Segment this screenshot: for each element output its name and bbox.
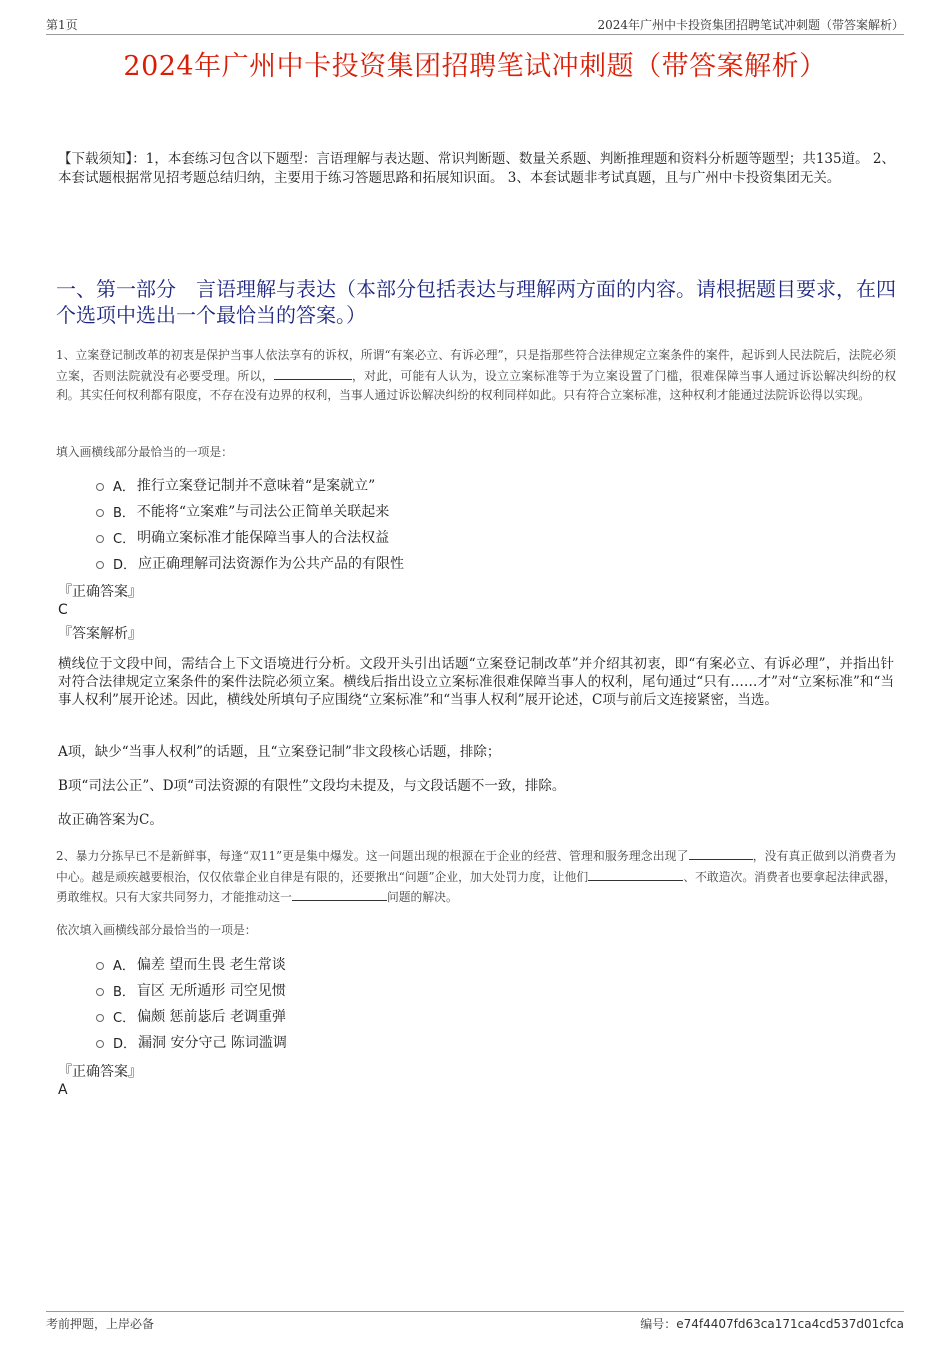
answer-value: A <box>58 1082 68 1098</box>
option-c[interactable]: C． 偏颇 惩前毖后 老调重弹 <box>96 1003 287 1029</box>
option-d[interactable]: D． 应正确理解司法资源作为公共产品的有限性 <box>96 550 404 576</box>
option-d[interactable]: D． 漏洞 安分守己 陈词滥调 <box>96 1029 287 1055</box>
question-1-prompt: 填入画横线部分最恰当的一项是： <box>56 445 233 459</box>
question-1-text: 1、立案登记制改革的初衷是保护当事人依法享有的诉权，所谓“有案必立、有诉必理”，只是指那些符合法律规定立案条件的案件，起诉到人民法院后，法院必须立案，否则法院就没有必要受理。所以， ，对此，可能有人认为，设立立案标准等于为立案设置了门槛，很难保障当事人通过诉讼解决纠纷的权利。其实任何权利都有限度，不存在没有边界的权利，当事人通过诉讼解决纠纷的权利同样如此。只有符合立案标准，这种权利才能通过法院诉讼得以实现。 <box>56 348 896 402</box>
analysis-paragraph: 横线位于文段中间，需结合上下文语境进行分析。文段开头引出话题“立案登记制改革”并介绍其初衷，即“有案必立、有诉必理”，并指出针对符合法律规定立案条件的案件法院必须立案。横线后指出设立立案标准很难保障当事人的权利，尾句通过“只有……才”对“立案标准”和“当事人权利”展开论述。因此，横线处所填句子应围绕“立案标准”和“当事人权利”展开论述，C项与前后文连接紧密，当选。 <box>58 656 894 708</box>
footer-code: 编号：e74f4407fd63ca171ca4cd537d01cfca <box>640 1317 904 1331</box>
answer-label: 『正确答案』 <box>58 1064 142 1080</box>
option-a[interactable]: A． 偏差 望而生畏 老生常谈 <box>96 951 287 977</box>
footer-slogan: 考前押题，上岸必备 <box>46 1317 155 1331</box>
radio-icon[interactable] <box>96 988 104 996</box>
blank-line <box>292 887 387 901</box>
blank-line <box>588 867 683 881</box>
question-2-prompt: 依次填入画横线部分最恰当的一项是： <box>56 923 257 937</box>
radio-icon[interactable] <box>96 1040 104 1048</box>
analysis-paragraph: 故正确答案为C。 <box>58 812 163 828</box>
question-2-text: 2、暴力分拣早已不是新鲜事，每逢“双11”更是集中爆发。这一问题出现的根源在于企业的经营、管理和服务理念出现了 ，没有真正做到以消费者为中心。越是顽疾越要根治，仅仅依靠企业自律是有限的，还要揪出“问题”企业，加大处罚力度，让他们 、不敢造次。消费者也要拿起法律武器，勇敢维权。只有大家共同努力，才能推动这一 问题的解决。 <box>56 846 896 908</box>
analysis-label: 『答案解析』 <box>58 626 142 642</box>
page-number: 第1页 <box>46 18 78 32</box>
answer-label: 『正确答案』 <box>58 584 142 600</box>
document-title: 2024年广州中卡投资集团招聘笔试冲刺题（带答案解析） <box>123 51 827 82</box>
option-b[interactable]: B． 盲区 无所遁形 司空见惯 <box>96 977 287 1003</box>
question-2-options <box>96 951 287 1055</box>
answer-value: C <box>58 602 68 618</box>
option-a[interactable]: A． 推行立案登记制并不意味着“是案就立” <box>96 472 404 498</box>
radio-icon[interactable] <box>96 962 104 970</box>
option-b[interactable]: B． 不能将“立案难”与司法公正简单关联起来 <box>96 498 404 524</box>
download-notice: 【下载须知】：1，本套练习包含以下题型：言语理解与表达题、常识判断题、数量关系题、判断推理题和资料分析题等题型；共135道。 2、本套试题根据常见招考题总结归纳，主要用于练习答题思路和拓展知识面。 3、本套试题非考试真题，且与广州中卡投资集团无关。 <box>58 151 895 186</box>
section-heading: 一、第一部分 言语理解与表达（本部分包括表达与理解两方面的内容。请根据题目要求，在四个选项中选出一个最恰当的答案。） <box>56 277 896 327</box>
radio-icon[interactable] <box>96 561 104 569</box>
radio-icon[interactable] <box>96 509 104 517</box>
page-footer <box>46 1311 904 1332</box>
option-c[interactable]: C． 明确立案标准才能保障当事人的合法权益 <box>96 524 404 550</box>
radio-icon[interactable] <box>96 535 104 543</box>
page-header <box>46 16 904 35</box>
header-doc-title: 2024年广州中卡投资集团招聘笔试冲刺题（带答案解析） <box>597 18 904 32</box>
analysis-paragraph: B项“司法公正”、D项“司法资源的有限性”文段均未提及，与文段话题不一致，排除。 <box>58 778 566 794</box>
radio-icon[interactable] <box>96 483 104 491</box>
blank-line <box>689 846 753 860</box>
blank-line <box>274 366 352 380</box>
radio-icon[interactable] <box>96 1014 104 1022</box>
question-1-options <box>96 472 404 576</box>
analysis-paragraph: A项，缺少“当事人权利”的话题，且“立案登记制”非文段核心话题，排除； <box>58 744 501 760</box>
